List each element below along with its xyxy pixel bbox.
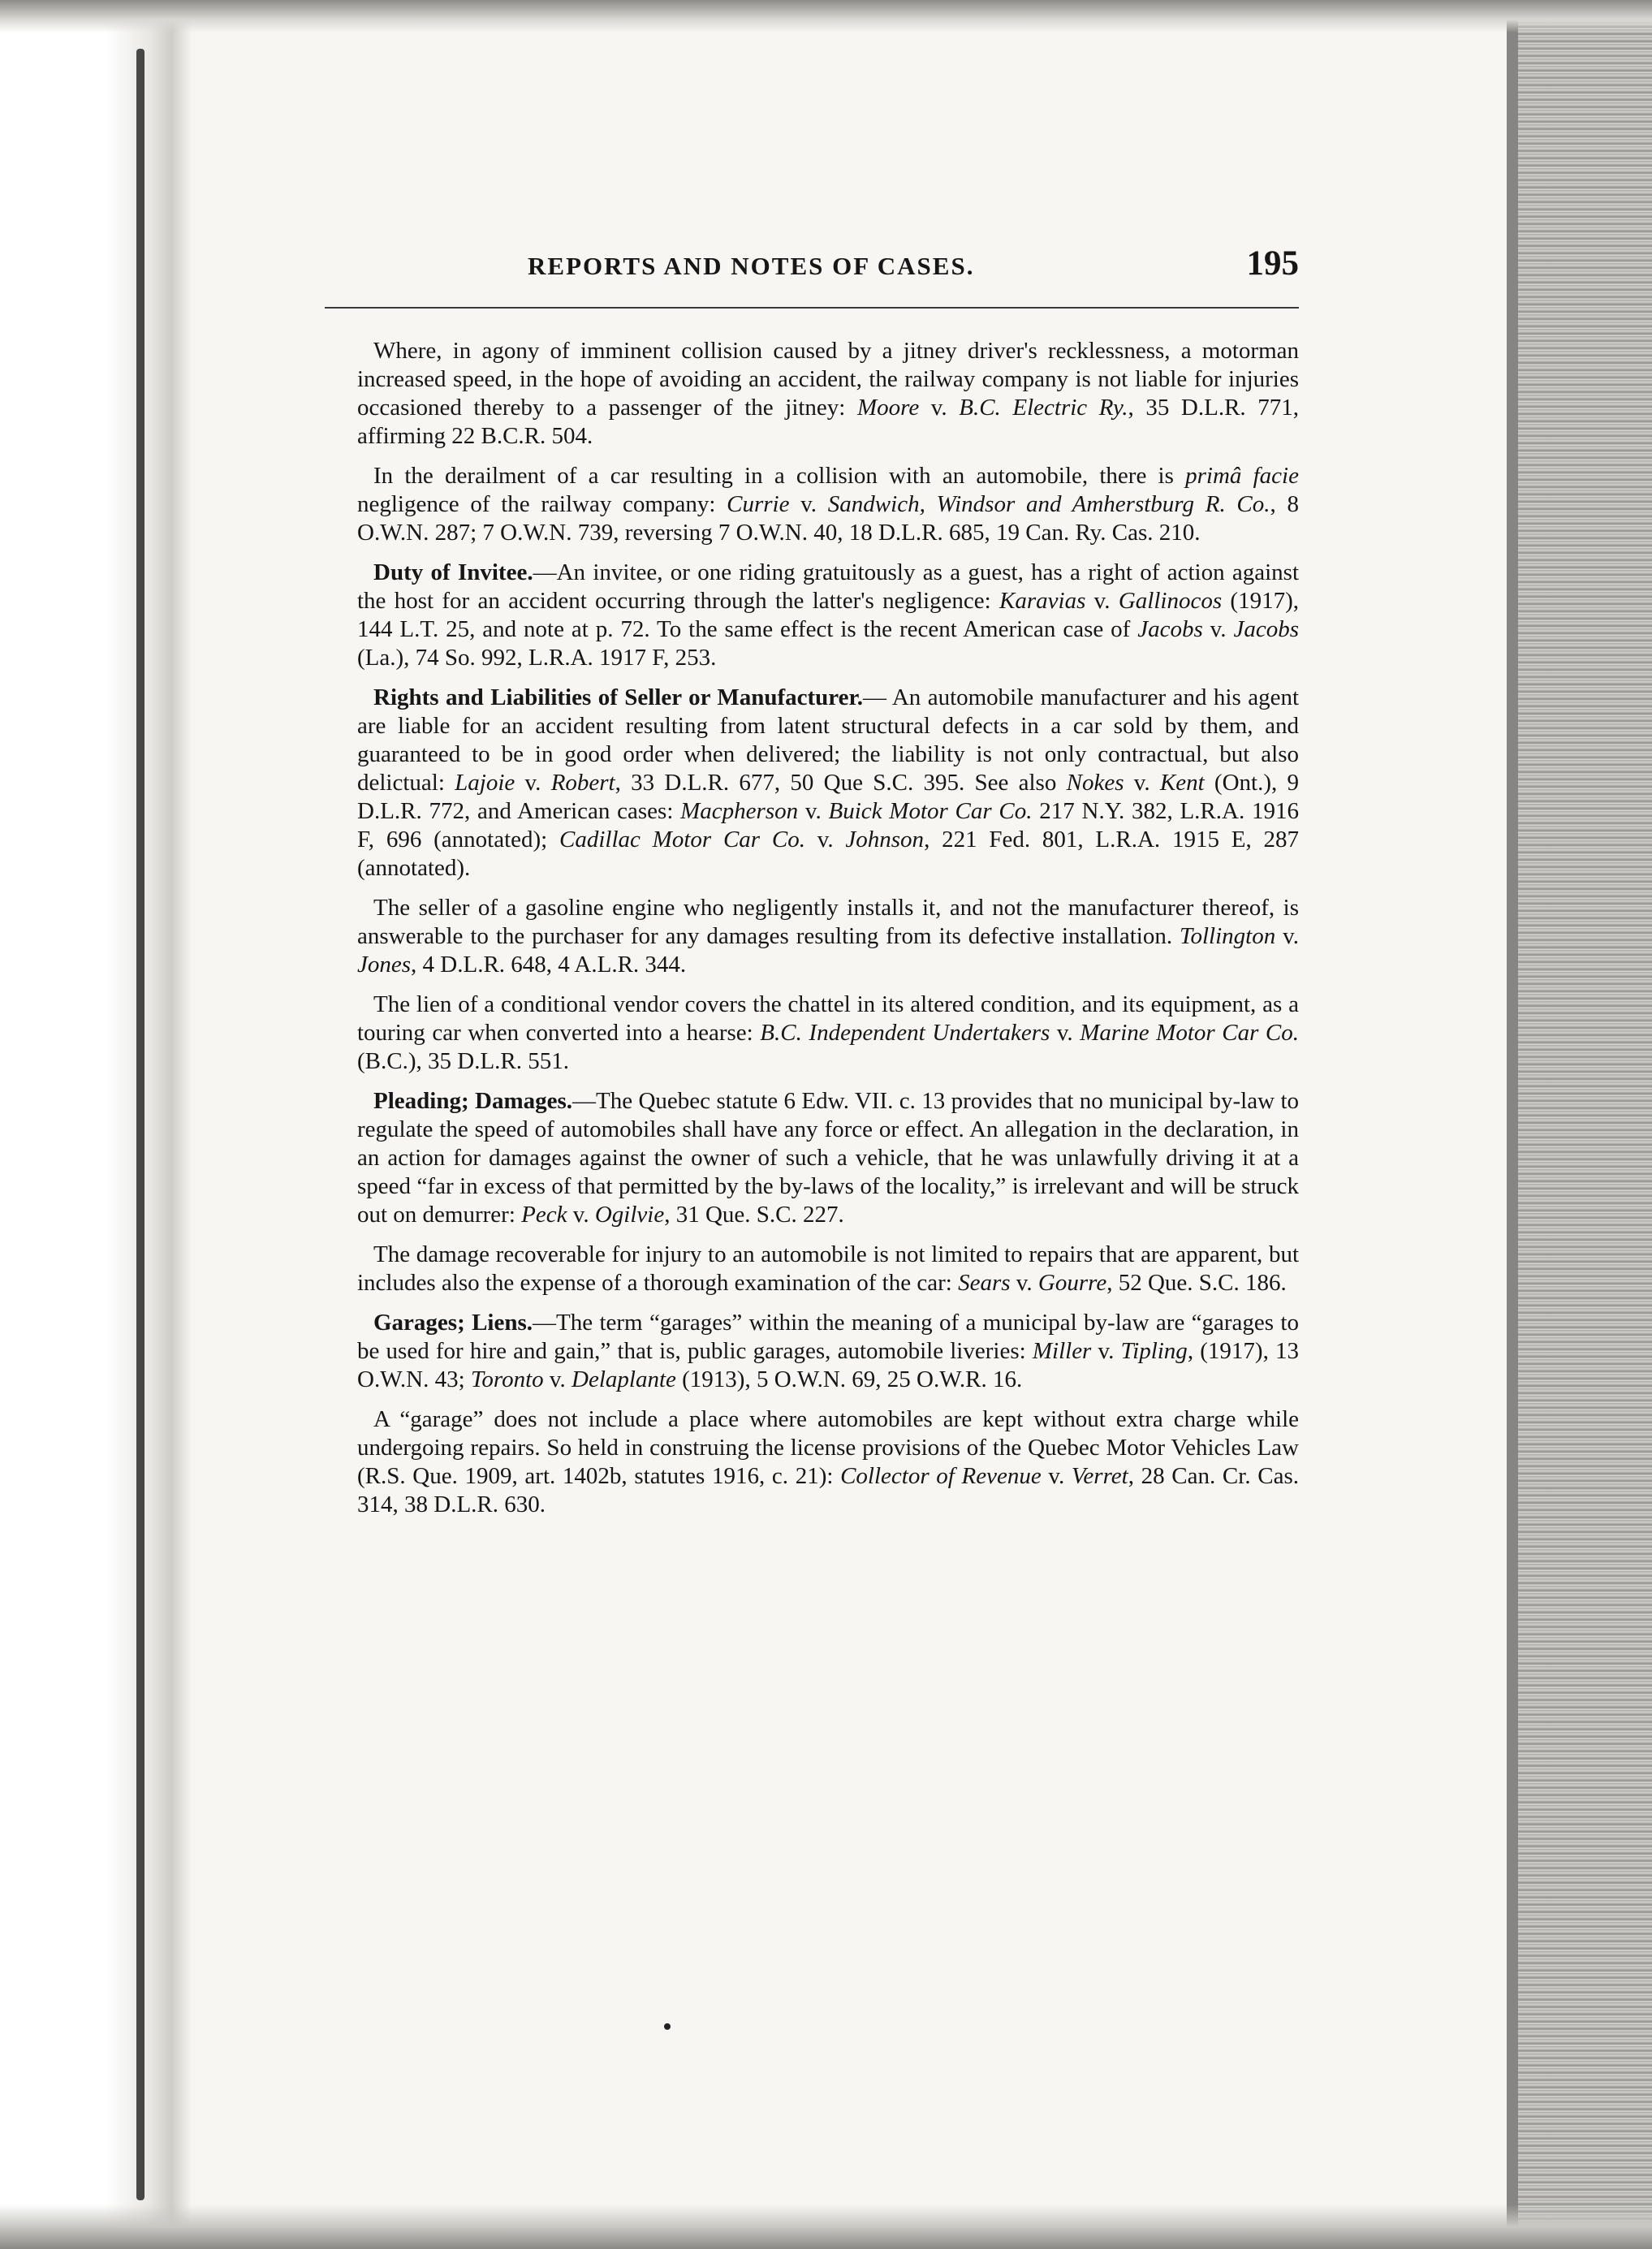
case-name: Buick Motor Car Co. — [828, 798, 1033, 824]
case-name: Robert — [550, 770, 615, 796]
case-name: Cadillac Motor Car Co. — [559, 827, 805, 853]
paragraph-text: v. — [1124, 770, 1160, 796]
paragraph-text: (Ont.), 9 D.L.R. 772, and American cases: — [357, 770, 1299, 824]
case-name: Sandwich, Windsor and Amherstburg R. Co. — [827, 491, 1270, 517]
paragraph-text: v. — [798, 798, 829, 824]
paragraph-text: — An automobile manufacturer and his agent are liable for an accident resulting from latent structural defects in a car sold by them, and guaranteed to be in good order when delivered; the liability is not only contractual, but also delictual: — [357, 684, 1300, 796]
paragraph — [357, 1309, 1299, 1394]
paragraph — [357, 894, 1299, 979]
case-name: Tollington — [1180, 923, 1276, 949]
paragraph — [357, 991, 1299, 1076]
paragraph-text: v. — [1091, 1338, 1121, 1364]
scan-binding-shadow — [136, 49, 144, 2200]
case-name: Delaplante — [572, 1366, 676, 1392]
running-title: REPORTS AND NOTES OF CASES. — [528, 252, 975, 280]
paragraph-text: 217 N.Y. 382, L.R.A. 1916 F, 696 (annotated); — [357, 798, 1299, 853]
case-name: B.C. Independent Undertakers — [760, 1020, 1050, 1046]
paragraph-text: , 8 O.W.N. 287; 7 O.W.N. 739, reversing 7 O.W.N. 40, 18 D.L.R. 685, 19 Can. Ry. Cas. 210. — [357, 491, 1300, 546]
paragraph — [357, 559, 1299, 672]
case-name: primâ facie — [1185, 463, 1299, 489]
paragraph-text: , 221 Fed. 801, L.R.A. 1915 E, 287 (annotated). — [357, 827, 1299, 881]
paragraph-text: v. — [1050, 1020, 1080, 1046]
header-rule — [325, 307, 1299, 309]
case-name: Tipling — [1120, 1338, 1188, 1364]
case-name: Marine Motor Car Co. — [1080, 1020, 1300, 1046]
paragraph-text: —The Quebec statute 6 Edw. VII. c. 13 provides that no municipal by-law to regulate the speed of automobiles shall have any force or effect. An allegation in the declaration, in an action for damages against the owner of such a vehicle, that he was unlawfully driving it at a speed “far in excess of that permitted by the by-laws of the locality,” is irrelevant and will be struck out on demurrer: — [357, 1088, 1299, 1228]
paragraph-text: , 28 Can. Cr. Cas. 314, 38 D.L.R. 630. — [357, 1463, 1299, 1517]
case-name: Miller — [1032, 1338, 1092, 1364]
running-head — [528, 244, 1299, 292]
paragraph-text: v. — [1010, 1270, 1038, 1296]
paragraph-text: The seller of a gasoline engine who negligently installs it, and not the manufacturer thereof, is answerable to the purchaser for any damages resulting from its defective installation. — [357, 895, 1299, 949]
case-name: Gallinocos — [1118, 588, 1223, 614]
case-name: Moore — [856, 395, 920, 421]
paragraph-text: (1917), 144 L.T. 25, and note at p. 72. To the same effect is the recent American case of — [357, 588, 1299, 642]
paragraph — [357, 1087, 1299, 1229]
paragraph-text: v. — [789, 491, 828, 517]
section-heading: Garages; Liens. — [373, 1310, 533, 1336]
paragraph — [357, 337, 1299, 451]
paragraph-text: v. — [1275, 923, 1299, 949]
section-heading: Duty of Invitee. — [373, 559, 533, 585]
paragraph-text: The damage recoverable for injury to an automobile is not limited to repairs that are apparent, but includes also the expense of a thorough examination of the car: — [357, 1241, 1299, 1296]
paragraph-text: v. — [543, 1366, 572, 1392]
case-name: Kent — [1159, 770, 1205, 796]
paragraph — [357, 684, 1299, 883]
case-name: Peck — [521, 1202, 567, 1228]
paragraph-text: Where, in agony of imminent collision caused by a jitney driver's recklessness, a motorman increased speed, in the hope of avoiding an accident, the railway company is not liable for injuries occasioned thereby to a passenger of the jitney: — [357, 338, 1299, 421]
paragraph-text: —The term “garages” within the meaning of a municipal by-law are “garages to be used for hire and gain,” that is, public garages, automobile liveries: — [357, 1310, 1299, 1364]
case-name: Toronto — [470, 1366, 544, 1392]
paragraph-text: (1913), 5 O.W.N. 69, 25 O.W.R. 16. — [675, 1366, 1023, 1392]
scan-page-edge — [1507, 0, 1518, 2249]
paragraph-text: , 31 Que. S.C. 227. — [664, 1202, 844, 1228]
case-name: Collector of Revenue — [840, 1463, 1042, 1489]
scan-bottom-edge — [0, 2204, 1652, 2249]
case-name: Jacobs — [1233, 616, 1299, 642]
paragraph-text: negligence of the railway company: — [357, 491, 727, 517]
paragraph-text: A “garage” does not include a place where automobiles are kept without extra charge while undergoing repairs. So held in construing the license provisions of the Quebec Motor Vehicles Law (R.S. Que. 1909, art. 1402b, statutes 1916, c. 21): — [357, 1406, 1299, 1489]
paragraph-text: —An invitee, or one riding gratuitously as a guest, has a right of action against the host for an accident occurring through the latter's negligence: — [357, 559, 1300, 614]
paragraph-text: v. — [804, 827, 846, 853]
paragraph — [357, 462, 1299, 547]
scan-left-margin — [0, 0, 191, 2249]
case-name: Gourre — [1037, 1270, 1107, 1296]
scan-speck — [664, 2023, 671, 2030]
case-name: Sears — [958, 1270, 1011, 1296]
case-name: Johnson — [845, 827, 925, 853]
paragraph-text: In the derailment of a car resulting in a collision with an automobile, there is — [373, 463, 1186, 489]
case-name: Verret — [1071, 1463, 1128, 1489]
paragraph-text: The lien of a conditional vendor covers the chattel in its altered condition, and its equipment, as a touring car when converted into a hearse: — [357, 991, 1299, 1046]
case-name: Karavias — [999, 588, 1086, 614]
body-text — [357, 337, 1299, 1530]
paragraph-text: v. — [1202, 616, 1234, 642]
paragraph-text: v. — [1041, 1463, 1072, 1489]
scan-top-edge — [0, 0, 1652, 32]
case-name: Jacobs — [1137, 616, 1203, 642]
section-heading: Pleading; Damages. — [373, 1088, 573, 1114]
paragraph-text: v. — [919, 395, 960, 421]
paragraph — [357, 1241, 1299, 1297]
paragraph-text: , (1917), 13 O.W.N. 43; — [357, 1338, 1299, 1392]
paragraph-text: (B.C.), 35 D.L.R. 551. — [357, 1048, 569, 1074]
case-name: Ogilvie — [594, 1202, 665, 1228]
case-name: Currie — [727, 491, 790, 517]
section-heading: Rights and Liabilities of Seller or Manufacturer. — [373, 684, 863, 710]
paragraph-text: , 35 D.L.R. 771, affirming 22 B.C.R. 504. — [357, 395, 1299, 449]
case-name: Nokes — [1066, 770, 1124, 796]
paragraph-text: v. — [567, 1202, 595, 1228]
case-name: Lajoie — [455, 770, 515, 796]
case-name: B.C. Electric Ry. — [959, 395, 1128, 421]
paragraph — [357, 1405, 1299, 1519]
paragraph-text: (La.), 74 So. 992, L.R.A. 1917 F, 253. — [357, 645, 717, 671]
paragraph-text: , 4 D.L.R. 648, 4 A.L.R. 344. — [411, 952, 687, 978]
case-name: Jones — [357, 952, 412, 978]
paragraph-text: , 52 Que. S.C. 186. — [1106, 1270, 1287, 1296]
paragraph-text: v. — [1085, 588, 1119, 614]
scan-right-margin — [1518, 0, 1652, 2249]
paragraph-text: v. — [515, 770, 551, 796]
case-name: Macpherson — [680, 798, 799, 824]
paragraph-text: , 33 D.L.R. 677, 50 Que S.C. 395. See also — [615, 770, 1067, 796]
page-number: 195 — [1246, 244, 1299, 283]
